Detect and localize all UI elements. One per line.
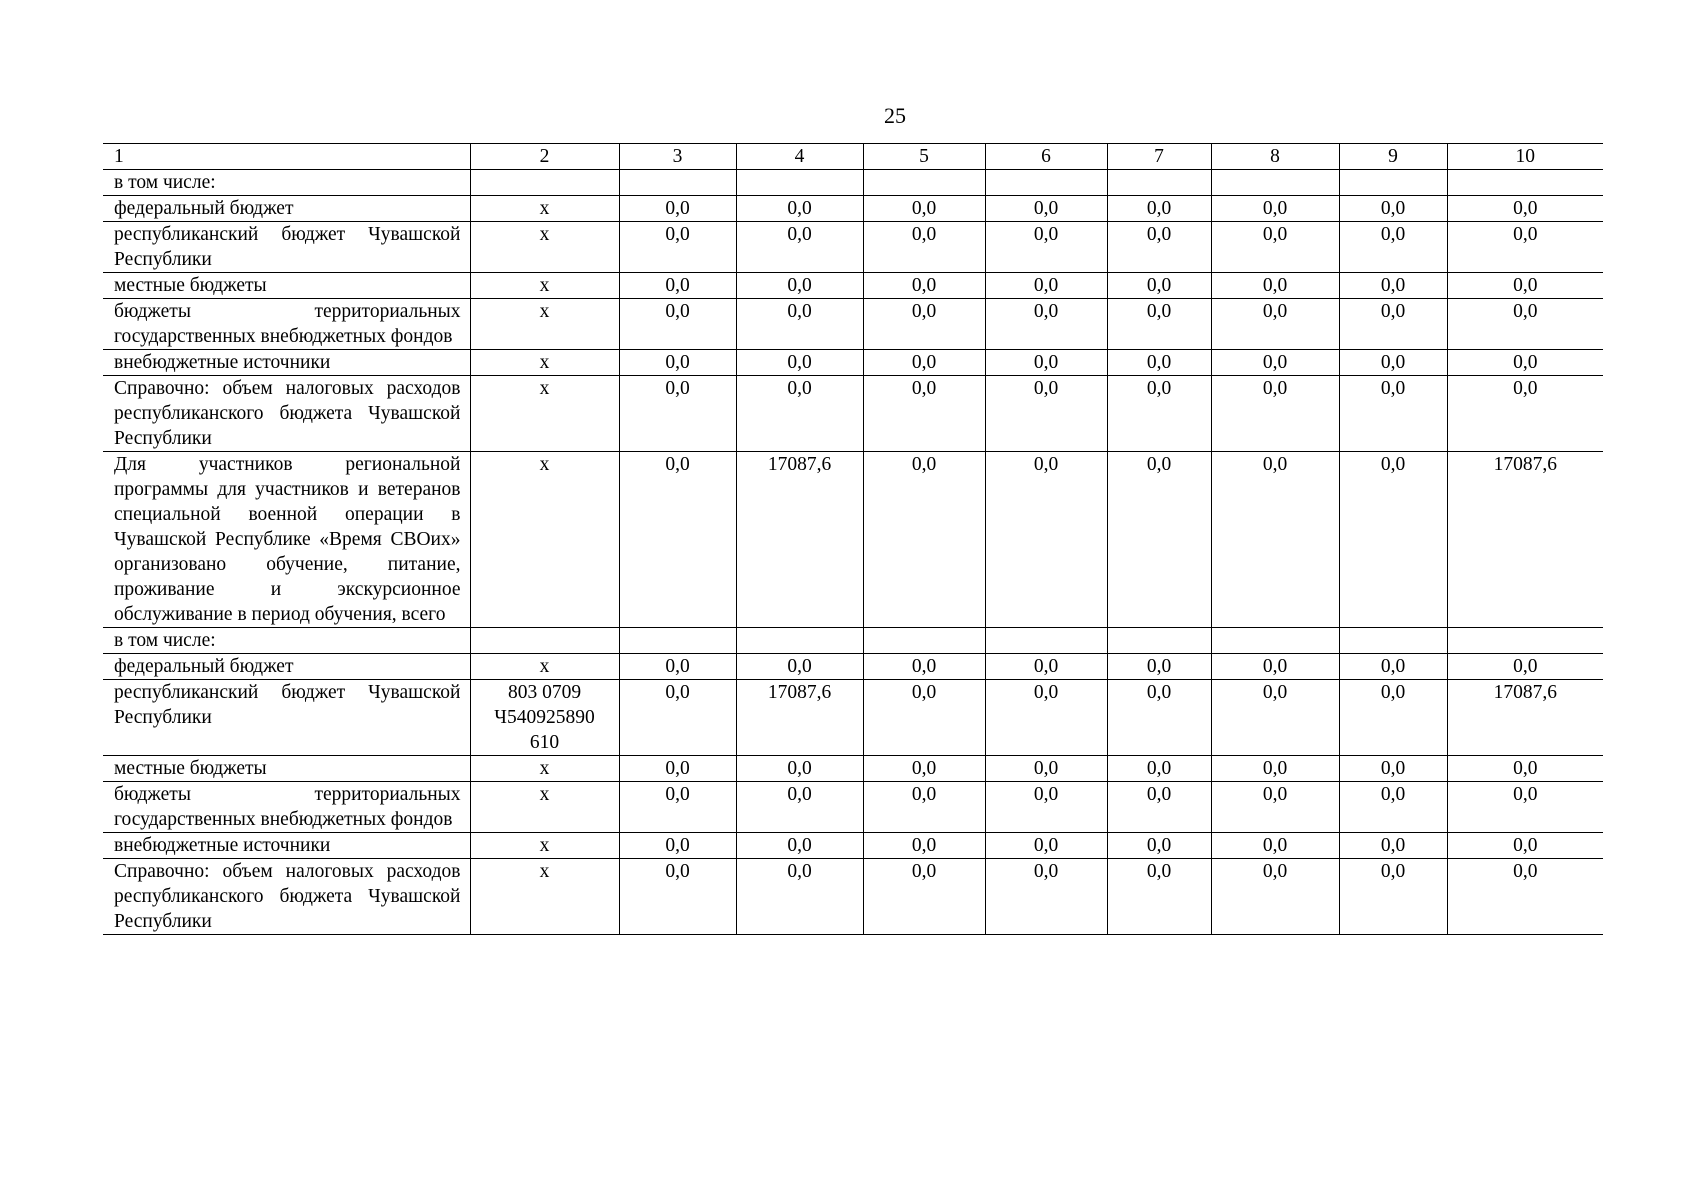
value-cell: 0,0 <box>985 376 1107 452</box>
value-cell: 0,0 <box>736 833 863 859</box>
value-cell <box>863 170 985 196</box>
column-header: 4 <box>736 144 863 170</box>
value-cell: 0,0 <box>1339 196 1447 222</box>
value-cell: 0,0 <box>1211 376 1339 452</box>
value-cell: 0,0 <box>863 782 985 833</box>
table-row <box>103 170 1603 196</box>
value-cell: 0,0 <box>1211 350 1339 376</box>
row-label: местные бюджеты <box>103 273 470 299</box>
table-row <box>103 859 1603 935</box>
value-cell: 0,0 <box>1447 782 1603 833</box>
row-label: бюджеты территориальных государственных внебюджетных фондов <box>103 299 470 350</box>
value-cell: 0,0 <box>736 376 863 452</box>
value-cell: 0,0 <box>1447 859 1603 935</box>
value-cell: 0,0 <box>736 273 863 299</box>
value-cell: 0,0 <box>863 452 985 628</box>
value-cell: 0,0 <box>1339 299 1447 350</box>
row-label: внебюджетные источники <box>103 833 470 859</box>
value-cell: 0,0 <box>619 350 736 376</box>
value-cell <box>619 170 736 196</box>
budget-code-cell: x <box>470 833 619 859</box>
value-cell: 0,0 <box>863 680 985 756</box>
table-row <box>103 628 1603 654</box>
value-cell: 17087,6 <box>736 452 863 628</box>
value-cell: 0,0 <box>736 196 863 222</box>
value-cell: 0,0 <box>1107 833 1211 859</box>
value-cell: 0,0 <box>1339 680 1447 756</box>
value-cell: 0,0 <box>863 376 985 452</box>
table-row <box>103 222 1603 273</box>
value-cell <box>1107 170 1211 196</box>
budget-table <box>103 143 1603 935</box>
value-cell: 0,0 <box>619 833 736 859</box>
value-cell: 0,0 <box>1211 222 1339 273</box>
table-row <box>103 196 1603 222</box>
value-cell: 0,0 <box>736 350 863 376</box>
budget-code-cell: x <box>470 299 619 350</box>
column-header: 6 <box>985 144 1107 170</box>
value-cell: 0,0 <box>1211 273 1339 299</box>
table-row <box>103 654 1603 680</box>
value-cell: 0,0 <box>1107 782 1211 833</box>
value-cell: 0,0 <box>1107 222 1211 273</box>
value-cell: 0,0 <box>863 756 985 782</box>
value-cell: 0,0 <box>619 452 736 628</box>
value-cell: 0,0 <box>985 299 1107 350</box>
value-cell: 0,0 <box>619 299 736 350</box>
row-label: федеральный бюджет <box>103 654 470 680</box>
budget-code-cell: x <box>470 196 619 222</box>
value-cell: 0,0 <box>985 350 1107 376</box>
value-cell: 0,0 <box>863 222 985 273</box>
value-cell: 0,0 <box>736 299 863 350</box>
value-cell: 0,0 <box>619 273 736 299</box>
table-row <box>103 350 1603 376</box>
value-cell: 0,0 <box>1447 222 1603 273</box>
value-cell: 0,0 <box>863 859 985 935</box>
table-row <box>103 680 1603 756</box>
value-cell: 0,0 <box>863 196 985 222</box>
value-cell: 0,0 <box>1339 376 1447 452</box>
table-row <box>103 756 1603 782</box>
page-number: 25 <box>884 103 906 128</box>
value-cell: 0,0 <box>1339 782 1447 833</box>
value-cell: 17087,6 <box>1447 680 1603 756</box>
budget-code-cell: x <box>470 452 619 628</box>
value-cell: 0,0 <box>985 654 1107 680</box>
row-label: местные бюджеты <box>103 756 470 782</box>
budget-code-cell: x <box>470 782 619 833</box>
value-cell: 0,0 <box>1211 654 1339 680</box>
value-cell: 0,0 <box>1447 756 1603 782</box>
value-cell: 0,0 <box>863 273 985 299</box>
value-cell <box>1339 628 1447 654</box>
value-cell: 0,0 <box>1339 222 1447 273</box>
value-cell: 0,0 <box>863 654 985 680</box>
column-header: 9 <box>1339 144 1447 170</box>
value-cell: 0,0 <box>985 782 1107 833</box>
value-cell: 0,0 <box>1447 299 1603 350</box>
value-cell: 0,0 <box>1211 782 1339 833</box>
row-label: Справочно: объем налоговых расходов республиканского бюджета Чувашской Республики <box>103 376 470 452</box>
value-cell <box>863 628 985 654</box>
column-header: 8 <box>1211 144 1339 170</box>
table-row <box>103 452 1603 628</box>
row-label: республиканский бюджет Чувашской Республики <box>103 680 470 756</box>
value-cell: 0,0 <box>1339 833 1447 859</box>
value-cell <box>736 628 863 654</box>
table-row <box>103 376 1603 452</box>
column-header: 1 <box>103 144 470 170</box>
budget-code-cell <box>470 170 619 196</box>
table-row <box>103 833 1603 859</box>
row-label: в том числе: <box>103 170 470 196</box>
value-cell <box>985 170 1107 196</box>
value-cell: 0,0 <box>985 833 1107 859</box>
value-cell: 0,0 <box>863 299 985 350</box>
value-cell: 0,0 <box>736 756 863 782</box>
value-cell: 0,0 <box>1447 273 1603 299</box>
value-cell: 0,0 <box>736 654 863 680</box>
value-cell: 17087,6 <box>736 680 863 756</box>
table-row <box>103 273 1603 299</box>
value-cell: 0,0 <box>1107 299 1211 350</box>
column-header: 5 <box>863 144 985 170</box>
value-cell: 0,0 <box>1211 196 1339 222</box>
value-cell: 0,0 <box>985 680 1107 756</box>
row-label: Для участников региональной программы для участников и ветеранов специальной военной операции в Чувашской Республике «Время СВОих» организовано обучение, питание, проживание и экскурсионное обслуживание в период обучения, всего <box>103 452 470 628</box>
value-cell <box>1211 170 1339 196</box>
budget-code-cell: x <box>470 859 619 935</box>
value-cell: 0,0 <box>1107 376 1211 452</box>
value-cell: 0,0 <box>1211 299 1339 350</box>
budget-code-cell: x <box>470 376 619 452</box>
table-row <box>103 782 1603 833</box>
header-row <box>103 144 1603 170</box>
value-cell: 0,0 <box>985 756 1107 782</box>
value-cell <box>736 170 863 196</box>
value-cell <box>619 628 736 654</box>
value-cell: 0,0 <box>1211 680 1339 756</box>
value-cell: 0,0 <box>1339 350 1447 376</box>
value-cell: 0,0 <box>1107 859 1211 935</box>
value-cell: 0,0 <box>619 222 736 273</box>
value-cell: 0,0 <box>863 350 985 376</box>
row-label: Справочно: объем налоговых расходов республиканского бюджета Чувашской Республики <box>103 859 470 935</box>
value-cell: 0,0 <box>1211 833 1339 859</box>
value-cell: 0,0 <box>1107 452 1211 628</box>
value-cell: 0,0 <box>619 859 736 935</box>
row-label: республиканский бюджет Чувашской Республики <box>103 222 470 273</box>
budget-code-cell: x <box>470 273 619 299</box>
value-cell: 0,0 <box>1211 756 1339 782</box>
value-cell: 0,0 <box>985 222 1107 273</box>
value-cell: 0,0 <box>1107 680 1211 756</box>
value-cell: 0,0 <box>619 654 736 680</box>
value-cell: 0,0 <box>985 859 1107 935</box>
value-cell <box>1211 628 1339 654</box>
budget-code-cell: 803 0709 Ч540925890 610 <box>470 680 619 756</box>
column-header: 7 <box>1107 144 1211 170</box>
value-cell: 0,0 <box>1447 654 1603 680</box>
budget-code-cell: x <box>470 756 619 782</box>
value-cell: 0,0 <box>1447 350 1603 376</box>
row-label: федеральный бюджет <box>103 196 470 222</box>
value-cell: 0,0 <box>1339 654 1447 680</box>
budget-code-cell: x <box>470 222 619 273</box>
value-cell: 0,0 <box>736 782 863 833</box>
column-header: 2 <box>470 144 619 170</box>
value-cell: 0,0 <box>1211 452 1339 628</box>
value-cell: 0,0 <box>1339 452 1447 628</box>
budget-code-cell: x <box>470 654 619 680</box>
value-cell: 0,0 <box>1447 376 1603 452</box>
value-cell: 0,0 <box>1107 654 1211 680</box>
column-header: 10 <box>1447 144 1603 170</box>
value-cell <box>1447 170 1603 196</box>
value-cell <box>1447 628 1603 654</box>
value-cell: 0,0 <box>1107 196 1211 222</box>
value-cell: 0,0 <box>736 859 863 935</box>
value-cell: 0,0 <box>619 756 736 782</box>
value-cell: 0,0 <box>863 833 985 859</box>
column-header: 3 <box>619 144 736 170</box>
value-cell: 0,0 <box>1339 756 1447 782</box>
value-cell: 0,0 <box>985 452 1107 628</box>
value-cell <box>1339 170 1447 196</box>
row-label: внебюджетные источники <box>103 350 470 376</box>
value-cell: 0,0 <box>1107 350 1211 376</box>
value-cell: 0,0 <box>736 222 863 273</box>
value-cell: 0,0 <box>1339 273 1447 299</box>
value-cell: 0,0 <box>619 196 736 222</box>
value-cell: 0,0 <box>1447 833 1603 859</box>
value-cell: 0,0 <box>1107 756 1211 782</box>
value-cell: 17087,6 <box>1447 452 1603 628</box>
value-cell: 0,0 <box>619 376 736 452</box>
row-label: бюджеты территориальных государственных внебюджетных фондов <box>103 782 470 833</box>
table-row <box>103 299 1603 350</box>
value-cell: 0,0 <box>985 273 1107 299</box>
budget-code-cell <box>470 628 619 654</box>
value-cell: 0,0 <box>1447 196 1603 222</box>
value-cell: 0,0 <box>1107 273 1211 299</box>
row-label: в том числе: <box>103 628 470 654</box>
table-body <box>103 144 1603 935</box>
value-cell <box>985 628 1107 654</box>
value-cell: 0,0 <box>619 782 736 833</box>
value-cell: 0,0 <box>1211 859 1339 935</box>
budget-code-cell: x <box>470 350 619 376</box>
value-cell: 0,0 <box>619 680 736 756</box>
value-cell: 0,0 <box>985 196 1107 222</box>
value-cell: 0,0 <box>1339 859 1447 935</box>
value-cell <box>1107 628 1211 654</box>
